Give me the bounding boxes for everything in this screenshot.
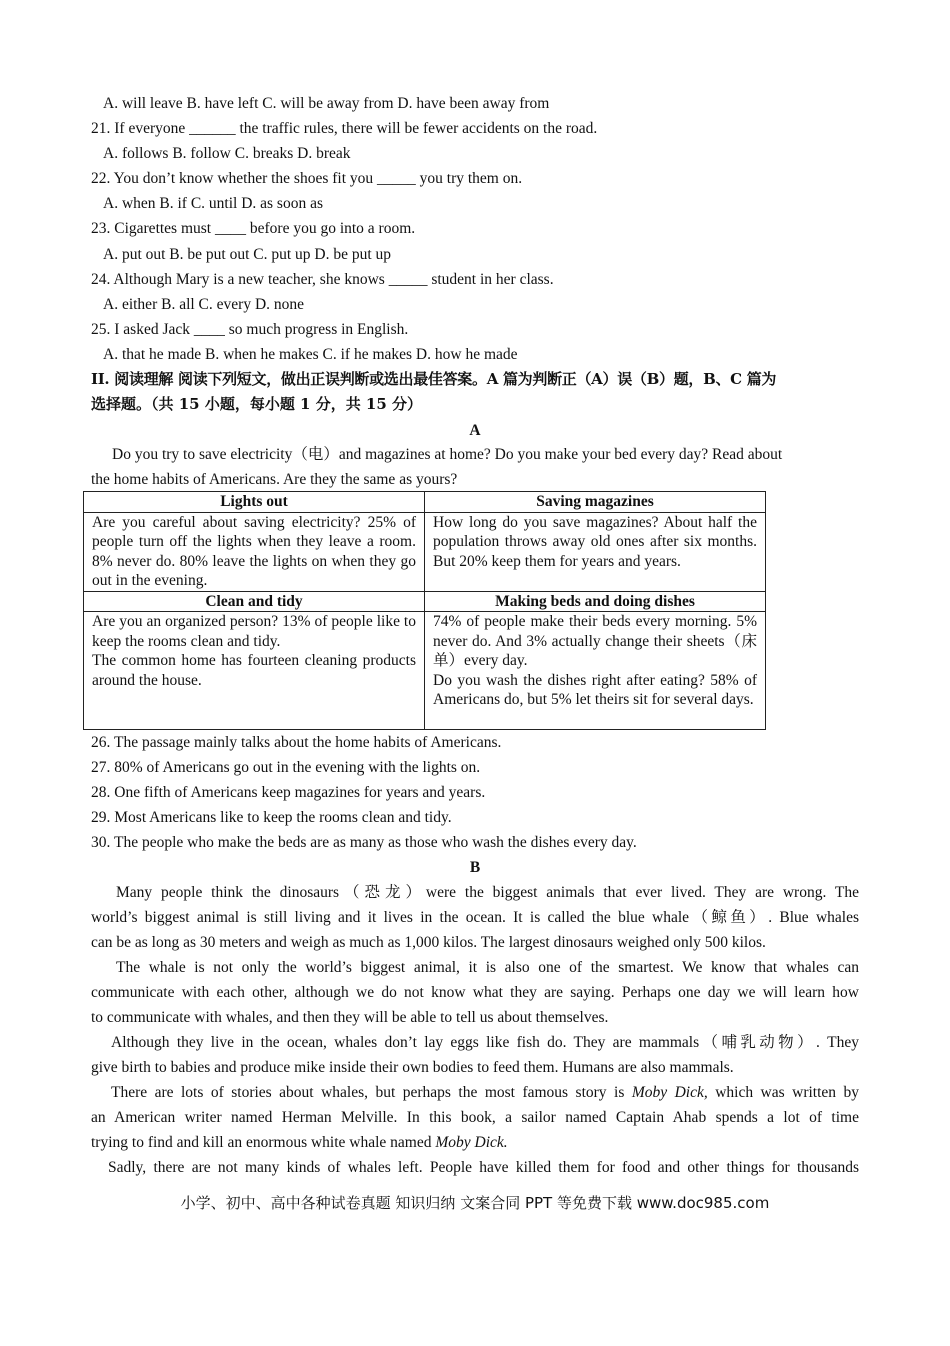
question-22: 22. You don’t know whether the shoes fit you _____ you try them on. — [91, 170, 523, 187]
paragraph-text: trying to find and kill an enormous white whale named — [91, 1134, 436, 1151]
passage-b-paragraph: The whale is not only the world’s biggest animal, it is also one of the smartest. We know that whales can — [116, 959, 859, 976]
section-2-heading: II. 阅读理解 阅读下列短文，做出正误判断或选出最佳答案。A 篇为判断正（A）误（B）题，B、C 篇为 — [91, 370, 777, 388]
table-header-saving-magazines: Saving magazines — [425, 492, 766, 513]
page-footer: 小学、初中、高中各种试卷真题 知识归纳 文案合同 PPT 等免费下载 www.doc985.com — [180, 1194, 770, 1212]
passage-b-paragraph: Many people think the dinosaurs（恐龙）were the biggest animals that ever lived. They are wrong. The — [116, 884, 859, 901]
passage-b-paragraph — [91, 1130, 859, 1155]
passage-b-paragraph: give birth to babies and produce mike inside their own bodies to feed them. Humans are also mammals. — [91, 1059, 734, 1076]
paragraph-text: which was written by — [707, 1084, 860, 1101]
statement-27: 27. 80% of Americans go out in the evening with the lights on. — [91, 759, 481, 776]
table-header-lights-out: Lights out — [84, 492, 425, 513]
q22-options: A. when B. if C. until D. as soon as — [103, 195, 324, 212]
book-title: Moby Dick, — [631, 1084, 708, 1101]
paragraph-text: There are lots of stories about whales, but perhaps the most famous story is — [111, 1084, 632, 1101]
table-header-making-beds: Making beds and doing dishes — [425, 591, 766, 612]
passage-b-paragraph: Sadly, there are not many kinds of whales left. People have killed them for food and other things for thousands — [108, 1159, 859, 1176]
table-cell-saving-magazines: How long do you save magazines? About half the population throws away old ones after six months. But 20% keep them for years and years. — [425, 512, 766, 591]
passage-b-paragraph: Although they live in the ocean, whales don’t lay eggs like fish do. They are mammals（哺乳动物）. They — [111, 1034, 859, 1051]
table-cell-making-beds — [425, 612, 766, 730]
table-cell-lights-out: Are you careful about saving electricity? 25% of people turn off the lights when they leave a room. 8% never do. 80% leave the lights on when they go out in the evening. — [84, 512, 425, 591]
passage-b-paragraph: to communicate with whales, and then they will be able to tell us about themselves. — [91, 1009, 609, 1026]
statement-28: 28. One fifth of Americans keep magazines for years and years. — [91, 784, 486, 801]
question-23: 23. Cigarettes must ____ before you go into a room. — [91, 220, 416, 237]
statement-29: 29. Most Americans like to keep the rooms clean and tidy. — [91, 809, 452, 826]
q23-options: A. put out B. be put out C. put up D. be put up — [103, 246, 392, 263]
table-cell-text: Are you an organized person? 13% of people like to keep the rooms clean and tidy. — [92, 613, 416, 650]
q21-options: A. follows B. follow C. breaks D. break — [103, 145, 351, 162]
table-cell-text: 74% of people make their beds every morning. 5% never do. And 3% actually change their sheets（床单）every day. — [433, 613, 757, 669]
section-2-heading-cont: 选择题。（共 15 小题，每小题 1 分，共 15 分） — [91, 395, 423, 413]
passage-a-intro-cont: the home habits of Americans. Are they the same as yours? — [91, 471, 458, 488]
q24-options: A. either B. all C. every D. none — [103, 296, 305, 313]
table-cell-clean-and-tidy — [84, 612, 425, 730]
passage-b-paragraph — [111, 1080, 859, 1105]
statement-30: 30. The people who make the beds are as many as those who wash the dishes every day. — [91, 834, 637, 851]
passage-a-intro: Do you try to save electricity（电）and magazines at home? Do you make your bed every day? Read about — [112, 446, 783, 463]
q20-options: A. will leave B. have left C. will be away from D. have been away from — [103, 95, 550, 112]
q25-options: A. that he made B. when he makes C. if he makes D. how he made — [103, 346, 518, 363]
statement-26: 26. The passage mainly talks about the home habits of Americans. — [91, 734, 502, 751]
question-21: 21. If everyone ______ the traffic rules, there will be fewer accidents on the road. — [91, 120, 598, 137]
passage-b-paragraph: an American writer named Herman Melville. In this book, a sailor named Captain Ahab spends a lot of time — [91, 1109, 859, 1126]
home-habits-table — [83, 491, 766, 730]
passage-b-paragraph: can be as long as 30 meters and weigh as much as 1,000 kilos. The largest dinosaurs weighed only 500 kilos. — [91, 934, 766, 951]
passage-a-heading: A — [469, 422, 481, 439]
passage-b-paragraph: world’s biggest animal is still living and it lives in the ocean. It is called the blue whale（鲸鱼）. Blue whales — [91, 909, 859, 926]
table-header-clean-and-tidy: Clean and tidy — [84, 591, 425, 612]
passage-b-paragraph: communicate with each other, although we do not know what they are saying. Perhaps one day we will learn how — [91, 984, 859, 1001]
table-cell-text: Do you wash the dishes right after eating? 58% of Americans do, but 5% let theirs sit for several days. — [433, 671, 757, 708]
question-24: 24. Although Mary is a new teacher, she knows _____ student in her class. — [91, 271, 554, 288]
passage-b-heading: B — [469, 859, 481, 876]
question-25: 25. I asked Jack ____ so much progress in English. — [91, 321, 409, 338]
table-cell-text: The common home has fourteen cleaning products around the house. — [92, 652, 416, 689]
book-title: Moby Dick. — [435, 1134, 508, 1151]
